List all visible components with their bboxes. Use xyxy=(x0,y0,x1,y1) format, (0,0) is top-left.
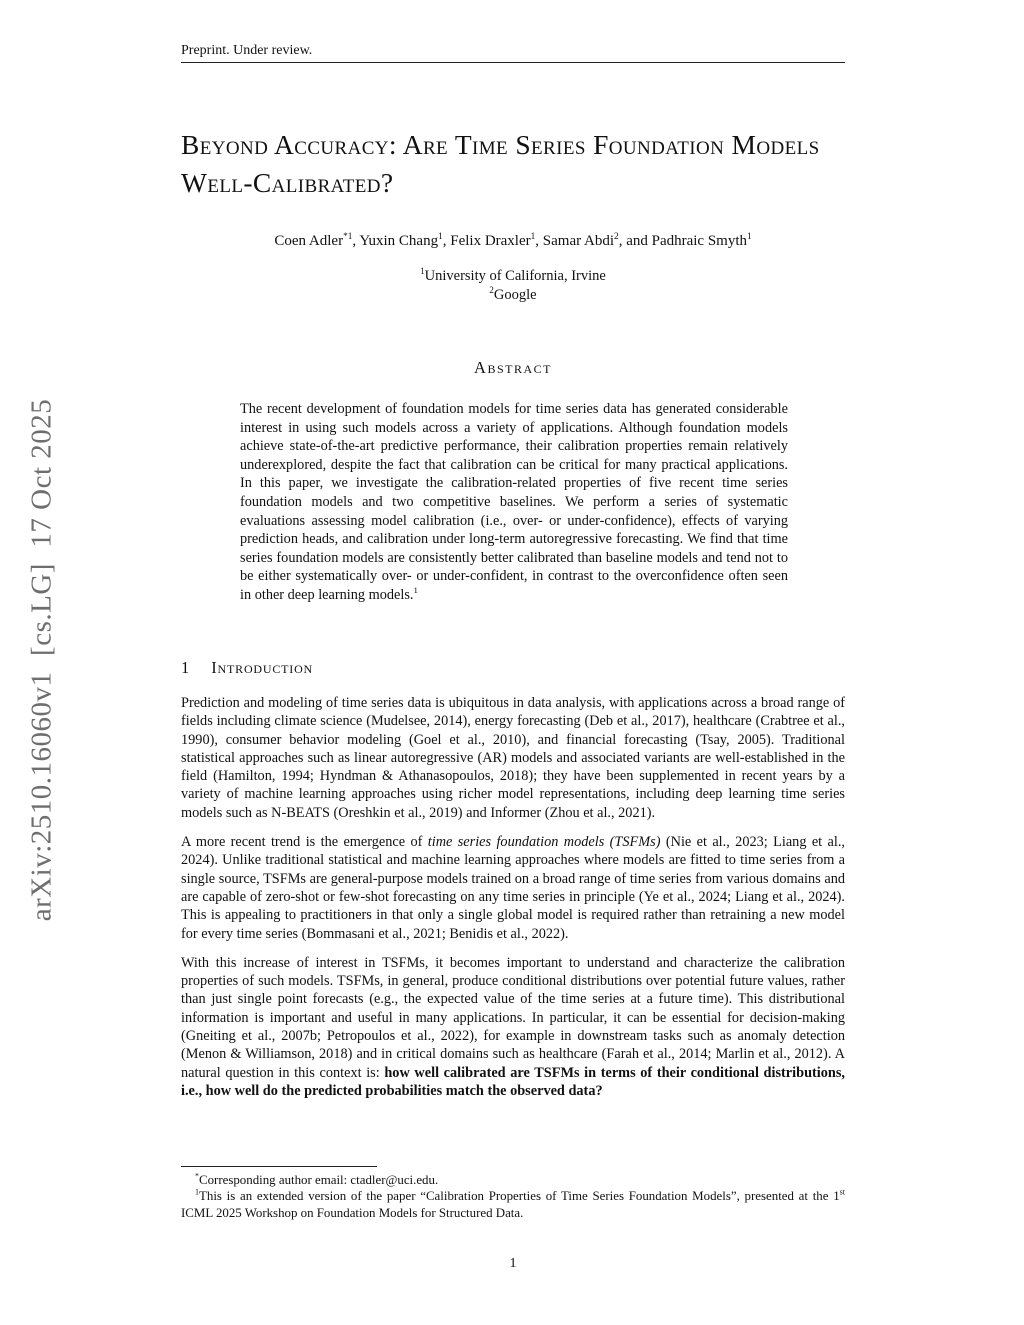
author-affil-mark: *1 xyxy=(343,232,353,242)
section-title: Introduction xyxy=(211,658,314,677)
affiliation-text: University of California, Irvine xyxy=(424,268,606,284)
abstract-heading: Abstract xyxy=(474,358,552,377)
abstract-body xyxy=(240,400,788,605)
intro-paragraph-1: Prediction and modeling of time series data is ubiquitous in data analysis, with applications across a broad range of fields including climate science (Mudelsee, 2014), energy forecasting (Deb et al., 2017), healthcare (Crabtree et al., 1990), consumer behavior modeling (Goel et al., 2010), and financial forecasting (Tsay, 2005). Traditional statistical approaches such as linear autoregressive (AR) models and associated variants are well-established in the field (Hamilton, 1994; Hyndman & Athanasopoulos, 2018); they have been supplemented in recent years by a variety of machine learning approaches using richer model representations, including deep learning time series models such as N-BEATS (Oreshkin et al., 2019) and Informer (Zhou et al., 2021). xyxy=(181,695,845,821)
author-name: Samar Abdi xyxy=(542,233,615,249)
author-affil-mark: 1 xyxy=(530,232,536,242)
intro-paragraph-2 xyxy=(181,833,845,943)
ordinal-superscript: st xyxy=(839,1188,845,1198)
author-name: Padhraic Smyth xyxy=(651,233,748,249)
affiliations xyxy=(181,267,845,305)
footnote-extended-version xyxy=(181,1188,845,1221)
author-affil-mark: 2 xyxy=(614,232,619,242)
section-heading-introduction xyxy=(181,658,845,678)
affiliation-mark: 2 xyxy=(489,285,494,296)
page-number: 1 xyxy=(509,1256,517,1271)
header-rule xyxy=(181,62,845,63)
italic-term-tsfm: time series foundation models (TSFMs) xyxy=(427,834,661,851)
author-name: Coen Adler xyxy=(274,233,344,249)
paragraph-text: With this increase of interest in TSFMs, it becomes important to understand and characterize the calibration properties of such models. TSFMs, in general, produce conditional distributions over potential future values, rather than just single point forecasts (e.g., the expected value of the time series at a future time). This distributional information is important and useful in many applications. In particular, it can be essential for decision-making (Gneiting et al., 2007b; Petropoulos et al., 2022), for example in downstream tasks such as anomaly detection (Menon & Williamson, 2018) and in critical domains such as healthcare (Farah et al., 2014; Marlin et al., 2012). A natural question in this context is: xyxy=(181,954,845,1081)
footnote-mark: 1 xyxy=(195,1188,199,1198)
footnote-text: This is an extended version of the paper “Calibration Properties of Time Series Foundation Models”, presented at the 1 xyxy=(199,1189,840,1204)
affiliation-line xyxy=(181,286,845,305)
author-separator: , xyxy=(535,233,543,249)
abstract-text: The recent development of foundation models for time series data has generated considerable interest in using such models across a variety of applications. Although foundation models achieve state-of-the-art predictive performance, their calibration properties remain relatively underexplored, despite the fact that calibration can be critical for many practical applications. In this paper, we investigate the calibration-related properties of five recent time series foundation models and two competitive baselines. We perform a series of systematic evaluations assessing model calibration (i.e., over- or under-confidence), effects of varying prediction heads, and calibration under long-term autoregressive forecasting. We find that time series foundation models are consistently better calibrated than baseline models and tend not to be either systematically over- or under-confident, in contrast to the overconfidence often seen in other deep learning models. xyxy=(240,401,788,603)
footnote-mark: * xyxy=(195,1171,199,1181)
introduction-body xyxy=(181,694,845,1111)
section-number: 1 xyxy=(181,658,190,677)
paragraph-text: A more recent trend is the emergence of xyxy=(181,834,428,851)
footnote-corresponding-author xyxy=(181,1172,845,1188)
author-line xyxy=(181,233,845,250)
paragraph-text: (Nie et al., 2023; Liang et al., 2024). Unlike traditional statistical and machine learning approaches where models are fitted to time series from a single source, TSFMs are general-purpose models trained on a broad range of time series from various domains and are capable of zero-shot or few-shot forecasting on any time series in principle (Ye et al., 2024; Liang et al., 2024). This is appealing to practitioners in that only a single global model is required rather than retraining a new model for every time series (Bommasani et al., 2021; Benidis et al., 2022). xyxy=(181,834,845,942)
intro-paragraph-3 xyxy=(181,954,845,1100)
footnote-text: ICML 2025 Workshop on Foundation Models for Structured Data. xyxy=(181,1205,524,1220)
preprint-header: Preprint. Under review. xyxy=(181,43,313,58)
author-name: Felix Draxler xyxy=(450,233,531,249)
author-name: Yuxin Chang xyxy=(359,233,439,249)
research-question-bold: how well calibrated are TSFMs in terms of their conditional distributions, i.e., how well do the predicted probabilities match the observed data? xyxy=(181,1064,845,1099)
author-affil-mark: 1 xyxy=(747,232,752,242)
author-affil-mark: 1 xyxy=(438,232,443,242)
footnote-block xyxy=(181,1166,845,1221)
paper-title: Beyond Accuracy: Are Time Series Foundation Models Well-Calibrated? xyxy=(181,129,820,198)
affiliation-line xyxy=(181,267,845,286)
author-separator: , xyxy=(442,233,451,249)
author-separator: , xyxy=(352,233,360,249)
footnote-rule xyxy=(181,1166,377,1167)
arxiv-stamp: arXiv:2510.16060v1 [cs.LG] 17 Oct 2025 xyxy=(25,398,58,922)
abstract-footnote-mark: 1 xyxy=(413,585,418,596)
affiliation-mark: 1 xyxy=(420,266,425,277)
footnote-text: Corresponding author email: ctadler@uci.edu. xyxy=(199,1173,439,1187)
author-separator: , and xyxy=(618,233,652,249)
affiliation-text: Google xyxy=(493,287,537,303)
